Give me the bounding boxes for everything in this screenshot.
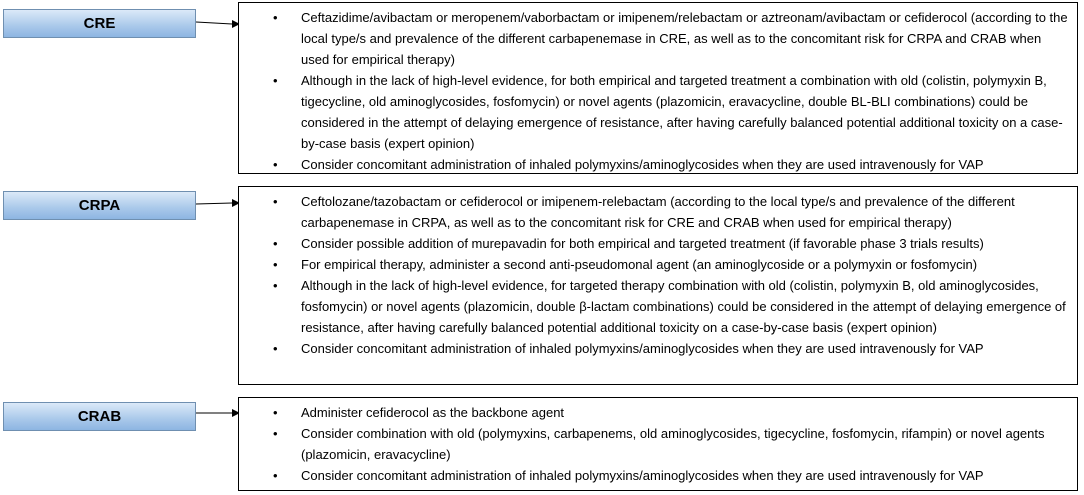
arrow-crab-icon bbox=[196, 407, 240, 419]
arrow-crpa-icon bbox=[196, 198, 240, 210]
box-crpa bbox=[238, 186, 1078, 385]
bullet-item: • Although in the lack of high-level evidence, for targeted therapy combination with old (colistin, polymyxin B, old aminoglycosides, fosfomycin) or novel agents (plazomicin, double β-lactam combinations) could be considered in the attempt of delaying emergence of resistance, after having carefully balanced potential additional toxicity on a case-by-case basis (expert opinion) bbox=[273, 278, 1066, 335]
label-crab-text: CRAB bbox=[77, 408, 122, 425]
label-cre-text: CRE bbox=[83, 15, 116, 32]
bullet-item: • Although in the lack of high-level evidence, for both empirical and targeted treatment a combination with old (colistin, polymyxin B, tigecycline, old aminoglycosides, fosfomycin) or novel agents (plazomicin, eravacycline, double BL-BLI combinations) could be considered in the attempt of delaying emergence of resistance, after having carefully balanced potential additional toxicity on a case-by-case basis (expert opinion) bbox=[273, 73, 1063, 151]
bullet-item: • Consider concomitant administration of inhaled polymyxins/aminoglycosides when they are used intravenously for VAP bbox=[273, 468, 984, 483]
bullet-item: • For empirical therapy, administer a second anti-pseudomonal agent (an aminoglycoside or a polymyxin or fosfomycin) bbox=[273, 257, 978, 272]
label-crpa bbox=[3, 191, 196, 220]
label-cre bbox=[3, 9, 196, 38]
label-crab bbox=[3, 402, 196, 431]
arrow-cre-icon bbox=[196, 18, 240, 30]
label-crpa-text: CRPA bbox=[78, 197, 121, 214]
box-cre bbox=[238, 2, 1078, 174]
bullet-item: • Consider combination with old (polymyxins, carbapenems, old aminoglycosides, tigecycline, fosfomycin, rifampin) or novel agents (plazomicin, eravacycline) bbox=[273, 426, 1045, 462]
bullet-item: • Consider concomitant administration of inhaled polymyxins/aminoglycosides when they are used intravenously for VAP bbox=[273, 341, 984, 356]
bullet-item: • Ceftazidime/avibactam or meropenem/vaborbactam or imipenem/relebactam or aztreonam/avibactam or cefiderocol (according to the local type/s and prevalence of the different carbapenemase in CRE, as well as to the concomitant risk for CRPA and CRAB when used for empirical therapy) bbox=[273, 10, 1068, 67]
bullet-item: • Ceftolozane/tazobactam or cefiderocol or imipenem-relebactam (according to the local type/s and prevalence of the different carbapenemase in CRPA, as well as to the concomitant risk for CRE and CRAB when used for empirical therapy) bbox=[273, 194, 1015, 230]
bullet-item: • Consider possible addition of murepavadin for both empirical and targeted treatment (if favorable phase 3 trials results) bbox=[273, 236, 984, 251]
box-crab bbox=[238, 397, 1078, 491]
bullet-item: • Consider concomitant administration of inhaled polymyxins/aminoglycosides when they are used intravenously for VAP bbox=[273, 157, 984, 172]
bullet-item: • Administer cefiderocol as the backbone agent bbox=[273, 405, 565, 420]
